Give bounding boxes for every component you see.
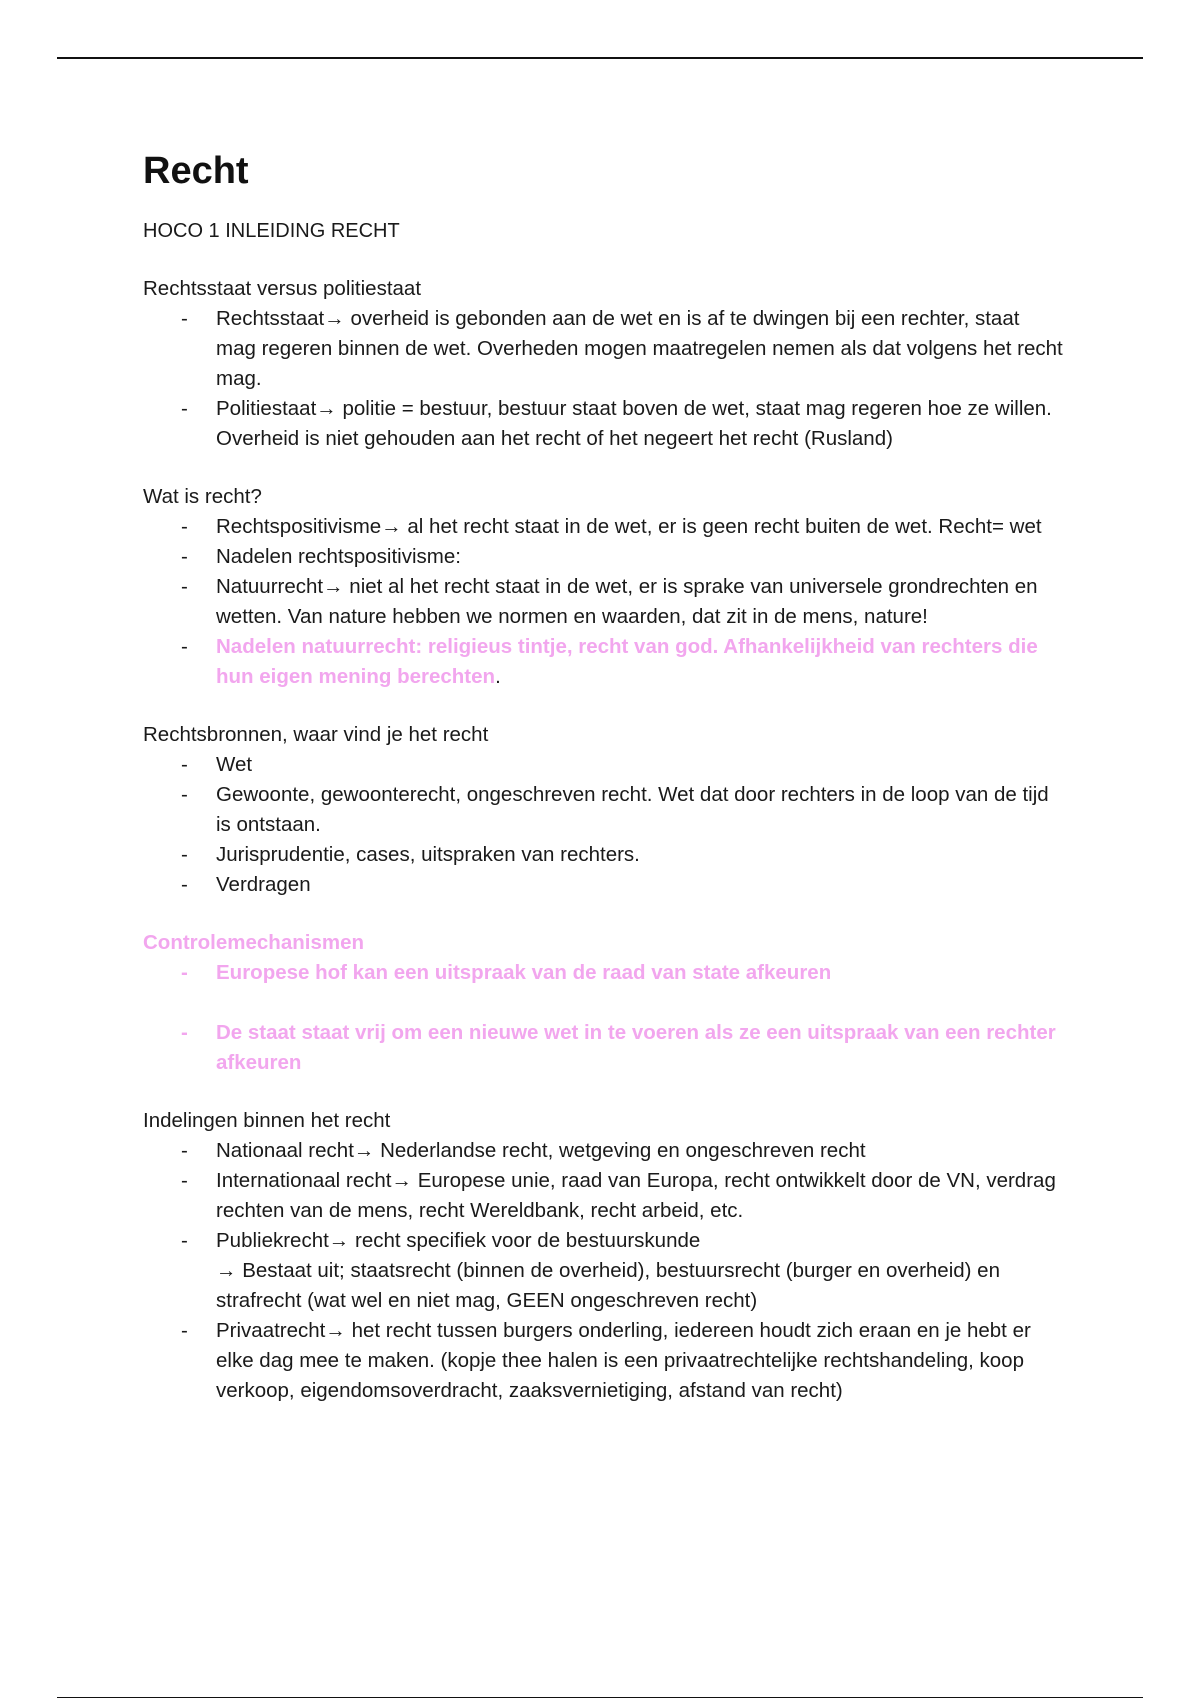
section-rechtsbronnen bbox=[143, 720, 1063, 900]
section-controlemechanismen bbox=[143, 928, 1063, 1078]
list-spacer bbox=[143, 988, 1063, 1018]
list-item: - Rechtspositivisme→ al het recht staat in de wet, er is geen recht buiten de wet. Recht= wet bbox=[143, 512, 1063, 542]
list-item-continuation: → Bestaat uit; staatsrecht (binnen de overheid), bestuursrecht (burger en overheid) en strafrecht (wat wel en niet mag, GEEN ongeschreven recht) bbox=[216, 1259, 1000, 1312]
list-item: - Rechtsstaat→ overheid is gebonden aan de wet en is af te dwingen bij een rechter, staat mag regeren binnen de wet. Overheden mogen maatregelen nemen als dat volgens het recht mag. bbox=[143, 304, 1063, 394]
bullet-list bbox=[143, 304, 1063, 454]
bullet-list bbox=[143, 1136, 1063, 1406]
section-rechtsstaat bbox=[143, 274, 1063, 454]
section-indelingen bbox=[143, 1106, 1063, 1406]
list-item-highlighted bbox=[143, 632, 1063, 692]
trailing-period: . bbox=[495, 665, 501, 688]
document-subtitle: HOCO 1 INLEIDING RECHT bbox=[143, 220, 400, 242]
list-item: - Verdragen bbox=[143, 870, 1063, 900]
list-item: - Privaatrecht→ het recht tussen burgers onderling, iedereen houdt zich eraan en je hebt er elke dag mee te maken. (kopje thee halen is een privaatrechtelijke rechtshandeling, koop verkoop, eigendomsoverdracht, zaaksvernietiging, afstand van recht) bbox=[143, 1316, 1063, 1406]
list-item: - Gewoonte, gewoonterecht, ongeschreven recht. Wet dat door rechters in de loop van de tijd is ontstaan. bbox=[143, 780, 1063, 840]
bullet-list bbox=[143, 958, 1063, 1078]
list-item: - De staat staat vrij om een nieuwe wet in te voeren als ze een uitspraak van een rechter afkeuren bbox=[143, 1018, 1063, 1078]
highlighted-text: Nadelen natuurrecht: religieus tintje, recht van god. Afhankelijkheid van rechters die hun eigen mening berechten bbox=[216, 635, 1038, 688]
section-wat-is-recht bbox=[143, 482, 1063, 692]
list-item: - Europese hof kan een uitspraak van de raad van state afkeuren bbox=[143, 958, 1063, 988]
list-item bbox=[143, 1226, 1063, 1316]
section-heading: Indelingen binnen het recht bbox=[143, 1109, 391, 1132]
document-page bbox=[143, 148, 1063, 1434]
list-item: - Nadelen rechtspositivisme: bbox=[143, 542, 1063, 572]
section-heading: Wat is recht? bbox=[143, 485, 262, 508]
list-item: - Politiestaat→ politie = bestuur, bestuur staat boven de wet, staat mag regeren hoe ze willen. Overheid is niet gehouden aan het recht of het negeert het recht (Rusland) bbox=[143, 394, 1063, 454]
list-item: - Natuurrecht→ niet al het recht staat in de wet, er is sprake van universele grondrechten en wetten. Van nature hebben we normen en waarden, dat zit in de mens, nature! bbox=[143, 572, 1063, 632]
section-heading: Rechtsbronnen, waar vind je het recht bbox=[143, 723, 489, 746]
list-item: - Jurisprudentie, cases, uitspraken van rechters. bbox=[143, 840, 1063, 870]
section-heading: Rechtsstaat versus politiestaat bbox=[143, 277, 422, 300]
list-item: - Internationaal recht→ Europese unie, raad van Europa, recht ontwikkelt door de VN, verdrag rechten van de mens, recht Wereldbank, recht arbeid, etc. bbox=[143, 1166, 1063, 1226]
bottom-rule bbox=[57, 1697, 1143, 1698]
bullet-list bbox=[143, 512, 1063, 692]
list-item-text: Publiekrecht→ recht specifiek voor de bestuurskunde bbox=[216, 1229, 701, 1252]
list-item: - Nationaal recht→ Nederlandse recht, wetgeving en ongeschreven recht bbox=[143, 1136, 1063, 1166]
section-heading: Controlemechanismen bbox=[143, 931, 364, 954]
bullet-list bbox=[143, 750, 1063, 900]
document-title: Recht bbox=[143, 150, 249, 192]
top-rule bbox=[57, 57, 1143, 59]
list-item: - Wet bbox=[143, 750, 1063, 780]
